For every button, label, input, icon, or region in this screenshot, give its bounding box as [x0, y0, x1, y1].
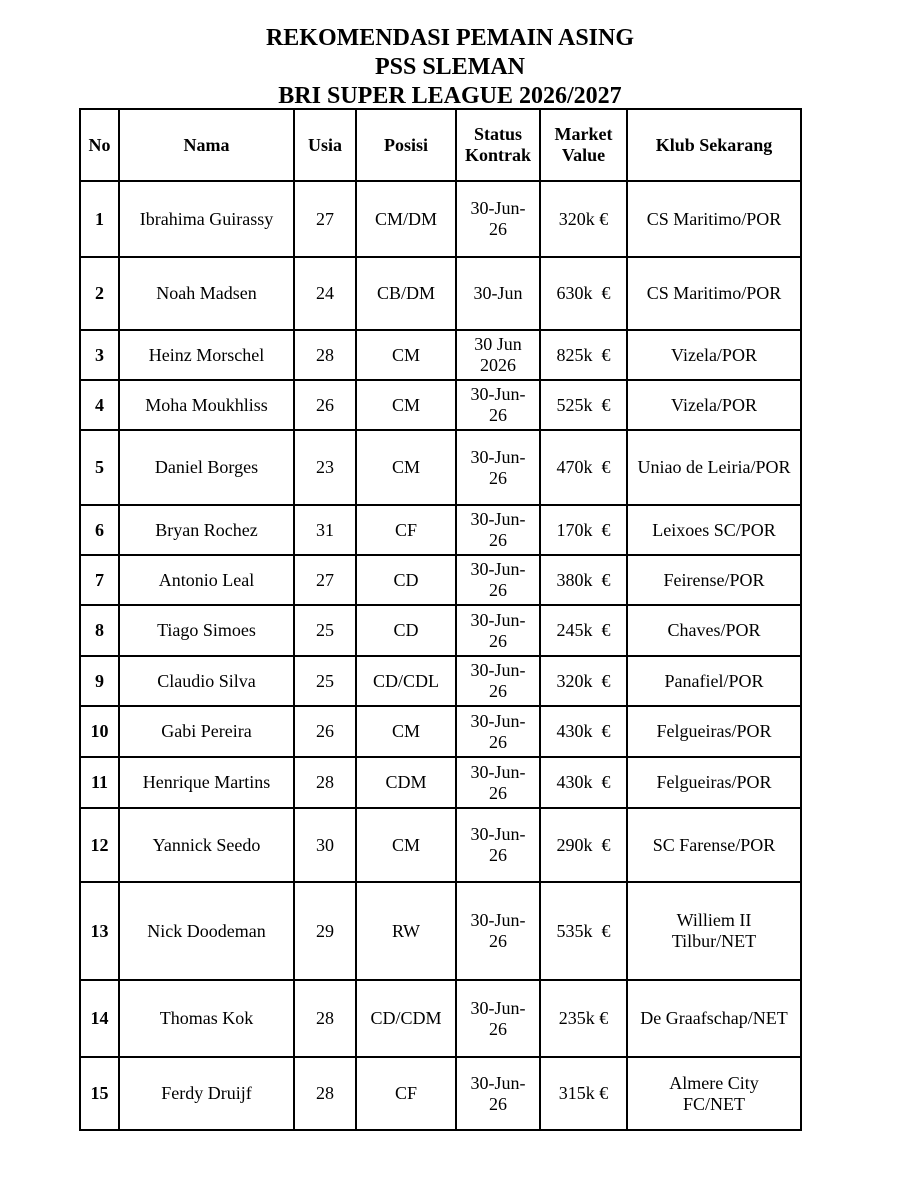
table-body [80, 181, 801, 1130]
cell-nama: Tiago Simoes [119, 605, 294, 656]
cell-nama: Moha Moukhliss [119, 380, 294, 430]
cell-status-kontrak-line: 30-Jun- [470, 824, 526, 844]
table-row [80, 882, 801, 980]
cell-nama: Ferdy Druijf [119, 1057, 294, 1130]
cell-status-kontrak-line: 30-Jun- [470, 446, 526, 467]
cell-klub-line: CS Maritimo/POR [646, 208, 782, 229]
cell-nama: Antonio Leal [119, 555, 294, 605]
cell-market-value: 535k € [540, 882, 627, 980]
cell-usia: 28 [294, 980, 356, 1057]
cell-nama: Bryan Rochez [119, 505, 294, 555]
cell-klub-line: CS Maritimo/POR [646, 283, 782, 303]
cell-klub-line: SC Farense/POR [652, 834, 776, 855]
cell-posisi: CD/CDL [356, 656, 456, 706]
cell-posisi: CM [356, 430, 456, 505]
cell-klub [627, 505, 801, 555]
cell-status-kontrak-line: 26 [489, 580, 507, 600]
cell-klub [627, 757, 801, 808]
cell-market-value: 380k € [540, 555, 627, 605]
cell-market-value: 470k € [540, 430, 627, 505]
cell-no: 2 [80, 257, 119, 330]
cell-nama: Claudio Silva [119, 656, 294, 706]
cell-nama: Nick Doodeman [119, 882, 294, 980]
cell-status-kontrak-line: 26 [489, 845, 507, 865]
table-row [80, 605, 801, 656]
cell-no: 6 [80, 505, 119, 555]
cell-klub-line: Feirense/POR [663, 569, 765, 590]
header-row [80, 109, 801, 181]
title-line-3: BRI SUPER LEAGUE 2026/2027 [278, 83, 622, 109]
cell-status-kontrak [456, 430, 540, 505]
cell-klub-line: De Graafschap/NET [640, 1008, 788, 1028]
cell-no: 14 [80, 980, 119, 1057]
cell-status-kontrak-line: 26 [489, 405, 507, 425]
cell-status-kontrak [456, 555, 540, 605]
cell-klub-line: Uniao de Leiria/POR [637, 457, 791, 477]
cell-posisi: CM [356, 706, 456, 757]
cell-klub-line: Tilbur/NET [671, 931, 757, 951]
cell-no: 12 [80, 808, 119, 882]
cell-status-kontrak-line: 26 [489, 731, 507, 752]
cell-nama: Ibrahima Guirassy [119, 181, 294, 257]
cell-status-kontrak [456, 257, 540, 330]
table-row [80, 808, 801, 882]
cell-nama: Gabi Pereira [119, 706, 294, 757]
cell-status-kontrak [456, 980, 540, 1057]
cell-klub-line: Chaves/POR [667, 620, 761, 640]
table-row [80, 1057, 801, 1130]
cell-market-value: 245k € [540, 605, 627, 656]
cell-no: 4 [80, 380, 119, 430]
cell-usia: 30 [294, 808, 356, 882]
cell-status-kontrak-line: 30-Jun- [470, 910, 526, 930]
header-nama: Nama [119, 109, 294, 181]
cell-nama: Heinz Morschel [119, 330, 294, 380]
table-row [80, 505, 801, 555]
cell-posisi: CF [356, 1057, 456, 1130]
cell-market-value: 430k € [540, 706, 627, 757]
cell-status-kontrak [456, 882, 540, 980]
cell-status-kontrak-line: 26 [489, 782, 507, 803]
cell-status-kontrak-line: 30-Jun- [470, 198, 526, 218]
cell-usia: 26 [294, 380, 356, 430]
cell-posisi: RW [356, 882, 456, 980]
cell-posisi: CM [356, 808, 456, 882]
cell-no: 13 [80, 882, 119, 980]
table-row [80, 430, 801, 505]
cell-status-kontrak-line: 30-Jun- [470, 710, 526, 731]
header-status-line2: Kontrak [464, 145, 531, 165]
header-klub: Klub Sekarang [627, 109, 801, 181]
cell-usia: 29 [294, 882, 356, 980]
cell-usia: 24 [294, 257, 356, 330]
cell-klub [627, 706, 801, 757]
cell-usia: 25 [294, 656, 356, 706]
cell-status-kontrak-line: 30 Jun [474, 334, 522, 354]
cell-market-value: 315k € [540, 1057, 627, 1130]
cell-status-kontrak [456, 757, 540, 808]
cell-status-kontrak-line: 30-Jun- [470, 559, 526, 579]
cell-no: 5 [80, 430, 119, 505]
cell-usia: 25 [294, 605, 356, 656]
cell-klub-line: Vizela/POR [671, 394, 757, 415]
player-table [79, 108, 802, 1131]
cell-klub [627, 330, 801, 380]
cell-klub-line: Felgueiras/POR [656, 721, 772, 741]
cell-nama: Daniel Borges [119, 430, 294, 505]
header-status-kontrak [456, 109, 540, 181]
cell-klub [627, 656, 801, 706]
cell-status-kontrak-line: 2026 [480, 355, 516, 375]
cell-posisi: CDM [356, 757, 456, 808]
title-line-1: REKOMENDASI PEMAIN ASING [265, 25, 635, 51]
cell-posisi: CF [356, 505, 456, 555]
cell-posisi: CD/CDM [356, 980, 456, 1057]
cell-status-kontrak-line: 26 [489, 1093, 507, 1114]
header-market-value [540, 109, 627, 181]
cell-usia: 26 [294, 706, 356, 757]
cell-klub [627, 1057, 801, 1130]
cell-nama: Henrique Martins [119, 757, 294, 808]
cell-usia: 28 [294, 757, 356, 808]
cell-usia: 28 [294, 330, 356, 380]
cell-nama: Yannick Seedo [119, 808, 294, 882]
cell-status-kontrak [456, 181, 540, 257]
cell-no: 10 [80, 706, 119, 757]
cell-status-kontrak [456, 1057, 540, 1130]
table-row [80, 757, 801, 808]
cell-klub [627, 257, 801, 330]
cell-status-kontrak [456, 706, 540, 757]
cell-klub [627, 808, 801, 882]
cell-no: 15 [80, 1057, 119, 1130]
title-line-2: PSS SLEMAN [374, 54, 526, 80]
cell-klub [627, 555, 801, 605]
cell-posisi: CM [356, 380, 456, 430]
cell-status-kontrak-line: 26 [489, 530, 507, 550]
cell-posisi: CM/DM [356, 181, 456, 257]
cell-klub [627, 380, 801, 430]
cell-no: 9 [80, 656, 119, 706]
cell-market-value: 525k € [540, 380, 627, 430]
header-usia: Usia [294, 109, 356, 181]
table-row [80, 555, 801, 605]
cell-nama: Thomas Kok [119, 980, 294, 1057]
document-title [0, 24, 900, 111]
header-no: No [80, 109, 119, 181]
cell-klub-line: Panafiel/POR [664, 670, 764, 691]
cell-status-kontrak-line: 30-Jun- [470, 609, 526, 630]
cell-status-kontrak-line: 26 [489, 630, 507, 651]
cell-status-kontrak [456, 505, 540, 555]
cell-usia: 31 [294, 505, 356, 555]
cell-no: 7 [80, 555, 119, 605]
cell-status-kontrak [456, 808, 540, 882]
cell-klub-line: Leixoes SC/POR [652, 519, 776, 540]
cell-posisi: CB/DM [356, 257, 456, 330]
cell-posisi: CD [356, 605, 456, 656]
cell-klub [627, 980, 801, 1057]
cell-status-kontrak-line: 26 [489, 219, 507, 239]
cell-usia: 23 [294, 430, 356, 505]
cell-status-kontrak-line: 30-Jun- [470, 509, 526, 529]
cell-status-kontrak [456, 656, 540, 706]
cell-market-value: 235k € [540, 980, 627, 1057]
cell-usia: 28 [294, 1057, 356, 1130]
cell-klub [627, 605, 801, 656]
cell-market-value: 290k € [540, 808, 627, 882]
cell-status-kontrak-line: 26 [489, 1018, 507, 1039]
header-market-line2: Value [561, 145, 606, 165]
cell-status-kontrak [456, 605, 540, 656]
cell-usia: 27 [294, 181, 356, 257]
cell-klub-line: Williem II [676, 910, 752, 930]
cell-klub [627, 882, 801, 980]
cell-klub [627, 430, 801, 505]
cell-klub-line: Vizela/POR [671, 344, 757, 365]
cell-status-kontrak-line: 30-Jun- [470, 1072, 526, 1093]
table-row [80, 980, 801, 1057]
table-row [80, 656, 801, 706]
cell-market-value: 630k € [540, 257, 627, 330]
cell-status-kontrak [456, 380, 540, 430]
table-row [80, 706, 801, 757]
cell-klub-line: FC/NET [682, 1093, 745, 1114]
cell-market-value: 430k € [540, 757, 627, 808]
cell-no: 11 [80, 757, 119, 808]
cell-posisi: CM [356, 330, 456, 380]
cell-klub [627, 181, 801, 257]
cell-status-kontrak-line: 30-Jun [473, 283, 523, 303]
cell-klub-line: Felgueiras/POR [656, 772, 772, 792]
cell-status-kontrak [456, 330, 540, 380]
cell-market-value: 170k € [540, 505, 627, 555]
header-status-line1: Status [473, 124, 522, 144]
table-row [80, 330, 801, 380]
cell-status-kontrak-line: 30-Jun- [470, 384, 526, 404]
cell-market-value: 825k € [540, 330, 627, 380]
cell-klub-line: Almere City [669, 1072, 759, 1093]
cell-no: 8 [80, 605, 119, 656]
cell-no: 1 [80, 181, 119, 257]
cell-status-kontrak-line: 30-Jun- [470, 761, 526, 782]
table-row [80, 380, 801, 430]
header-posisi: Posisi [356, 109, 456, 181]
cell-status-kontrak-line: 26 [489, 681, 507, 701]
cell-market-value: 320k € [540, 656, 627, 706]
cell-usia: 27 [294, 555, 356, 605]
cell-status-kontrak-line: 30-Jun- [470, 997, 526, 1018]
cell-posisi: CD [356, 555, 456, 605]
header-market-line1: Market [554, 124, 613, 144]
table-row [80, 257, 801, 330]
cell-status-kontrak-line: 30-Jun- [470, 660, 526, 680]
cell-status-kontrak-line: 26 [489, 931, 507, 951]
cell-market-value: 320k € [540, 181, 627, 257]
table-row [80, 181, 801, 257]
cell-nama: Noah Madsen [119, 257, 294, 330]
cell-status-kontrak-line: 26 [489, 467, 507, 488]
cell-no: 3 [80, 330, 119, 380]
